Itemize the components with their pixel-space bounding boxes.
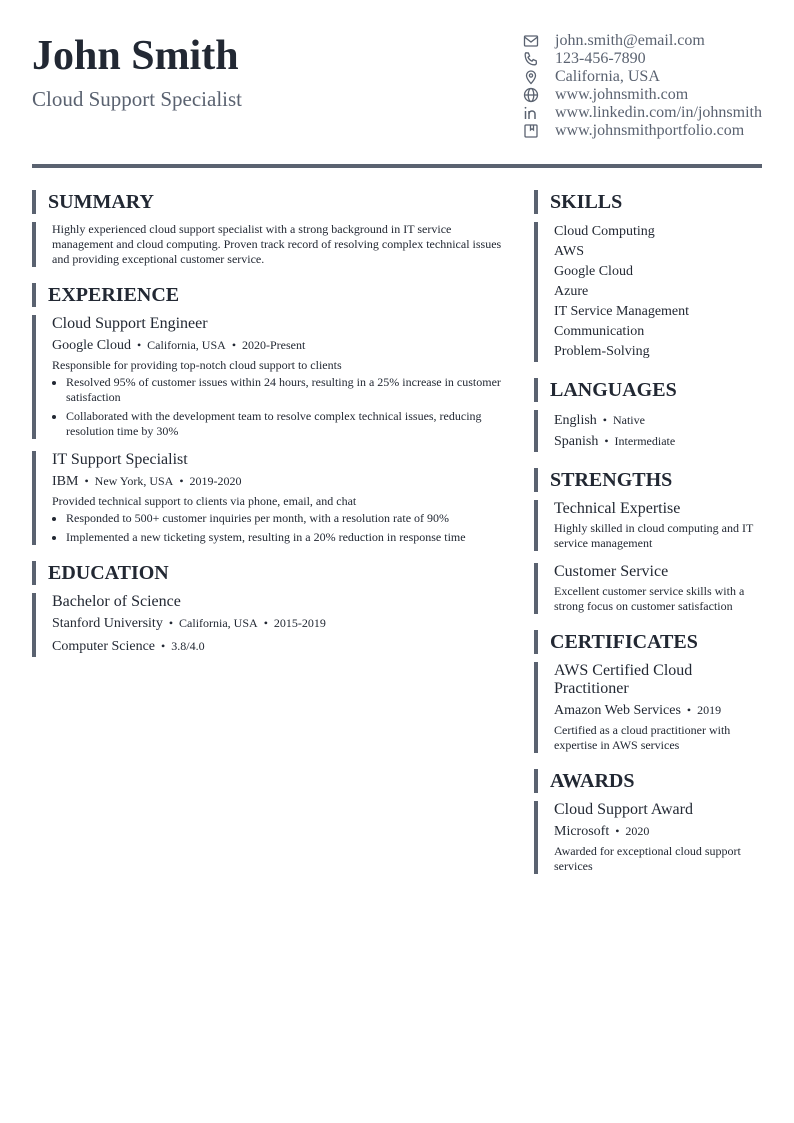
left-column bbox=[32, 190, 502, 657]
experience-description: Responsible for providing top-notch cloud support to clients bbox=[52, 358, 342, 372]
experience-meta bbox=[52, 335, 502, 356]
strength-text: Highly skilled in cloud computing and IT service management bbox=[554, 521, 754, 550]
separator-dot: • bbox=[615, 824, 620, 838]
separator-dot: • bbox=[231, 338, 237, 352]
contact-linkedin-text: www.linkedin.com/in/johnsmith bbox=[555, 104, 762, 121]
contact-location-text: California, USA bbox=[555, 68, 660, 85]
award-title: Cloud Support Award bbox=[554, 801, 693, 818]
experience-item bbox=[32, 451, 502, 545]
contact-email-text: john.smith@email.com bbox=[555, 32, 705, 49]
strength-title: Technical Expertise bbox=[554, 500, 681, 517]
education-heading: EDUCATION bbox=[32, 561, 502, 585]
award-item bbox=[534, 801, 762, 874]
experience-dates: 2019-2020 bbox=[189, 474, 242, 488]
experience-bullets bbox=[52, 375, 502, 439]
globe-icon bbox=[522, 86, 540, 104]
skill-item: Google Cloud bbox=[554, 264, 633, 279]
language-item bbox=[554, 431, 762, 452]
separator-dot: • bbox=[84, 474, 89, 488]
experience-description: Provided technical support to clients via phone, email, and chat bbox=[52, 494, 357, 508]
experience-location: New York, USA bbox=[94, 474, 174, 488]
separator-dot: • bbox=[602, 413, 607, 427]
certificate-title: AWS Certified Cloud Practitioner bbox=[554, 662, 693, 697]
mail-icon bbox=[522, 32, 540, 50]
education-dates: 2015-2019 bbox=[273, 616, 326, 630]
skill-item: Communication bbox=[554, 324, 645, 339]
separator-dot: • bbox=[604, 434, 609, 448]
award-year: 2020 bbox=[625, 824, 650, 838]
award-issuer: Microsoft bbox=[554, 824, 610, 839]
certificates-heading: CERTIFICATES bbox=[534, 630, 762, 654]
education-section bbox=[32, 593, 502, 657]
strength-item bbox=[534, 563, 762, 614]
header-divider bbox=[32, 164, 762, 168]
experience-location: California, USA bbox=[147, 338, 226, 352]
contact-website-text: www.johnsmith.com bbox=[555, 86, 689, 103]
experience-meta bbox=[52, 471, 502, 492]
education-meta bbox=[52, 613, 502, 634]
language-level: Intermediate bbox=[614, 434, 676, 448]
skill-item: Azure bbox=[554, 284, 589, 299]
contact-linkedin[interactable] bbox=[522, 104, 762, 122]
language-level: Native bbox=[612, 413, 645, 427]
skill-item: Problem-Solving bbox=[554, 344, 650, 359]
experience-heading: EXPERIENCE bbox=[32, 283, 502, 307]
education-field-row bbox=[52, 636, 502, 657]
contact-website[interactable] bbox=[522, 86, 762, 104]
separator-dot: • bbox=[686, 703, 692, 717]
education-school: Stanford University bbox=[52, 616, 163, 631]
separator-dot: • bbox=[263, 616, 268, 630]
experience-dates: 2020-Present bbox=[242, 338, 306, 352]
experience-role: Cloud Support Engineer bbox=[52, 315, 208, 332]
contact-location bbox=[522, 68, 762, 86]
experience-bullet: • Implemented a new ticketing system, resulting in a 20% reduction in response time bbox=[66, 530, 502, 545]
certificate-item bbox=[534, 662, 762, 753]
education-degree: Bachelor of Science bbox=[52, 593, 181, 610]
contact-portfolio-text: www.johnsmithportfolio.com bbox=[555, 122, 745, 139]
languages-heading: LANGUAGES bbox=[534, 378, 762, 402]
candidate-name: John Smith bbox=[32, 33, 239, 79]
experience-bullets bbox=[52, 511, 502, 545]
contact-list bbox=[522, 32, 762, 140]
language-name: English bbox=[554, 413, 597, 428]
separator-dot: • bbox=[179, 474, 184, 488]
experience-bullet: • Collaborated with the development team to resolve complex technical issues, reducing resolution time by 30% bbox=[66, 409, 502, 439]
skills-section bbox=[534, 222, 762, 362]
language-name: Spanish bbox=[554, 434, 599, 449]
summary-text: Highly experienced cloud support specialist with a strong background in IT service management and cloud computing. Proven track record of resolving complex technical issues and providing exceptional customer service. bbox=[52, 222, 502, 266]
experience-bullet: • Resolved 95% of customer issues within 24 hours, resulting in a 25% increase in customer satisfaction bbox=[66, 375, 502, 405]
skill-item: IT Service Management bbox=[554, 304, 690, 319]
experience-role: IT Support Specialist bbox=[52, 451, 188, 468]
languages-section bbox=[534, 410, 762, 452]
summary-heading: SUMMARY bbox=[32, 190, 502, 214]
separator-dot: • bbox=[136, 338, 142, 352]
location-icon bbox=[522, 68, 540, 86]
contact-email[interactable] bbox=[522, 32, 762, 50]
phone-icon bbox=[522, 50, 540, 68]
awards-heading: AWARDS bbox=[534, 769, 762, 793]
separator-dot: • bbox=[161, 639, 166, 653]
skill-item: AWS bbox=[554, 244, 584, 259]
contact-portfolio[interactable] bbox=[522, 122, 762, 140]
certificate-issuer: Amazon Web Services bbox=[554, 703, 681, 718]
job-title: Cloud Support Specialist bbox=[32, 87, 242, 111]
portfolio-icon bbox=[522, 122, 540, 140]
skill-item: Cloud Computing bbox=[554, 224, 655, 239]
certificate-meta bbox=[554, 700, 762, 721]
summary-section bbox=[32, 222, 502, 267]
strengths-heading: STRENGTHS bbox=[534, 468, 762, 492]
certificate-year: 2019 bbox=[697, 703, 722, 717]
linkedin-icon bbox=[522, 104, 540, 122]
strength-text: Excellent customer service skills with a strong focus on customer satisfaction bbox=[554, 584, 745, 613]
education-location: California, USA bbox=[179, 616, 258, 630]
education-gpa: 3.8/4.0 bbox=[171, 639, 205, 653]
separator-dot: • bbox=[168, 616, 174, 630]
right-column bbox=[534, 190, 762, 874]
strength-item bbox=[534, 500, 762, 551]
experience-bullet: • Responded to 500+ customer inquiries per month, with a resolution rate of 90% bbox=[66, 511, 502, 526]
contact-phone-text: 123-456-7890 bbox=[555, 50, 646, 67]
language-item bbox=[554, 410, 762, 431]
award-meta bbox=[554, 821, 762, 842]
skills-heading: SKILLS bbox=[534, 190, 762, 214]
award-text: Awarded for exceptional cloud support services bbox=[554, 844, 741, 873]
strength-title: Customer Service bbox=[554, 563, 669, 580]
experience-company: IBM bbox=[52, 474, 79, 489]
certificate-text: Certified as a cloud practitioner with expertise in AWS services bbox=[554, 723, 731, 752]
contact-phone[interactable] bbox=[522, 50, 762, 68]
experience-company: Google Cloud bbox=[52, 338, 131, 353]
education-field: Computer Science bbox=[52, 639, 156, 654]
experience-item bbox=[32, 315, 502, 439]
